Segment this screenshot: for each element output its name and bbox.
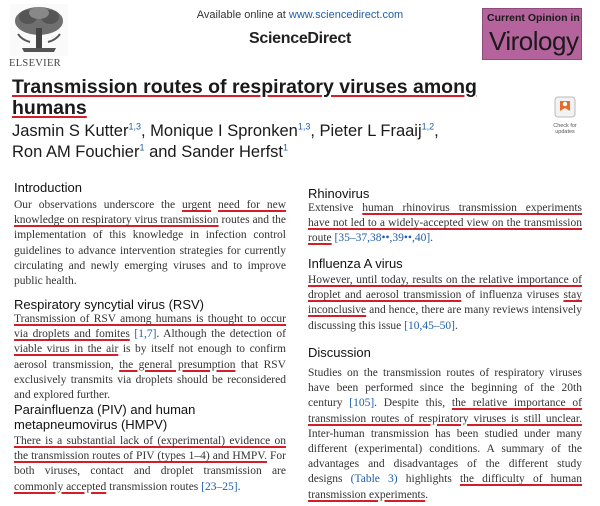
author-and: and [144,143,182,161]
rhinovirus-highlight-1: human rhinovirus transmission experiments have not led to a widely-accepted view on the transmission route [308,202,582,245]
rhinovirus-text-2: . [430,232,434,245]
author-affiliation: 1,3 [128,121,141,132]
piv-heading [14,402,195,432]
intro-text-2: routes and the implementation of this knowledge in infection control guidelines to advance intervention strategies for currently circulating and newly emerging viruses and to improve public health. [14,214,286,288]
discussion-text-4: highlights [397,473,460,486]
sciencedirect-brand: ScienceDirect [249,30,351,47]
piv-highlight-1: There is a substantial lack of (experimental) evidence on the transmission routes of PIV (types 1–4) and HMPV. [14,435,286,463]
author-separator: , [434,122,439,140]
sciencedirect-url-link[interactable]: www.sciencedirect.com [288,9,404,21]
author-separator: , [310,122,320,140]
discussion-highlight-2: the difficulty of human transmission experiments [308,473,582,501]
check-for-updates-line2: updates [555,129,575,135]
author-name: Pieter L Fraaij [319,122,422,140]
piv-citation-link[interactable]: [23–25] [201,480,238,493]
influenza-highlight-1: However, until today, results on the relative importance of droplet and aerosol transmission [308,274,582,302]
discussion-heading: Discussion [308,345,371,360]
piv-highlight-2: commonly accepted [14,480,107,493]
author-name: Ron AM Fouchier [12,143,140,161]
elsevier-tree-logo [10,4,68,56]
discussion-text-2: . Despite this, [374,397,452,410]
author-name: Monique I Spronken [150,122,298,140]
rsv-text-1: . Although the detection of [156,328,287,341]
intro-text-1: Our observations underscore the [14,199,182,211]
influenza-highlight-2: stay inconclusive [308,289,582,317]
piv-text-2: transmission routes [106,480,202,493]
rsv-highlight-3: the general presumption [119,358,236,371]
author-name: Jasmin S Kutter [12,122,129,140]
article-title [12,77,532,119]
intro-heading: Introduction [14,180,82,195]
influenza-paragraph [308,273,582,334]
author-affiliation: 1,3 [297,121,311,132]
discussion-highlight-1: the relative importance of transmission routes of respiratory viruses is still unclear. [308,397,582,425]
influenza-text-1: of influenza viruses [461,289,564,302]
author-separator: , [140,122,151,140]
rsv-highlight-2: viable virus in the air [14,343,119,356]
rsv-paragraph [14,312,286,403]
rhinovirus-paragraph [308,201,582,247]
discussion-text-1: Studies on the transmission routes of respiratory viruses have been performed since the beginning of the 20th century [308,367,582,410]
intro-highlight-1: urgent [181,199,212,211]
author-affiliation: 1 [283,142,289,153]
discussion-paragraph [308,366,582,503]
piv-text-3: . [237,480,241,493]
piv-heading-line1: Parainfluenza (PIV) and human [14,402,196,417]
author-affiliation: 1,2 [421,121,435,132]
influenza-text-3: . [454,319,458,332]
author-affiliation: 1 [139,142,145,153]
journal-badge-line2: Virology [489,26,579,56]
discussion-citation-link[interactable]: [105] [349,397,375,410]
rhinovirus-heading: Rhinovirus [308,186,370,201]
author-list [12,121,532,163]
elsevier-tree-icon [10,4,68,56]
rsv-text-2: is by itself not enough to confirm aerosol transmission, [14,343,286,371]
rhinovirus-citation-link[interactable]: [35–37,38••,39••,40] [334,232,431,245]
influenza-text-2: and hence, there are many reviews intensively discussing this issue [308,304,582,332]
rsv-heading: Respiratory syncytial virus (RSV) [14,297,204,312]
piv-paragraph [14,434,286,495]
journal-badge [482,8,582,60]
check-for-updates-icon [554,96,576,118]
discussion-text-3: Inter-human transmission has been studied under many different (experimental) conditions. A summary of the advantages and disadvantages of the different study designs [308,427,582,486]
article-title-line2: humans [12,97,87,119]
article-title-line1: Transmission routes of respiratory viruses among [12,76,477,98]
available-online-line [150,9,450,21]
check-for-updates-line1: Check for [553,123,577,129]
intro-paragraph [14,198,286,289]
journal-badge-line1: Current Opinion in [487,12,580,24]
influenza-citation-link[interactable]: [10,45–50] [404,319,455,332]
intro-highlight-2: need for new knowledge on respiratory virus transmission [14,199,287,227]
discussion-table-link[interactable]: (Table 3) [350,473,398,486]
rsv-text-3: that RSV exclusively transmits via droplets should be reconsidered and explored further. [14,358,286,402]
available-online-prefix: Available online at [196,9,289,21]
piv-text-1: For both viruses, contact and droplet transmission are [14,450,286,478]
rsv-citation-link[interactable]: [1,7] [134,328,157,341]
rsv-highlight-1: Transmission of RSV among humans is thought to occur via droplets and fomites [14,313,286,341]
discussion-text-5: . [425,488,429,501]
check-for-updates-button[interactable] [548,96,582,134]
author-name: Sander Herfst [181,143,283,161]
rhinovirus-text-1: Extensive [308,202,363,214]
piv-heading-line2: metapneumovirus (HMPV) [14,417,168,432]
influenza-heading: Influenza A virus [308,256,403,271]
elsevier-wordmark: ELSEVIER [9,58,61,69]
